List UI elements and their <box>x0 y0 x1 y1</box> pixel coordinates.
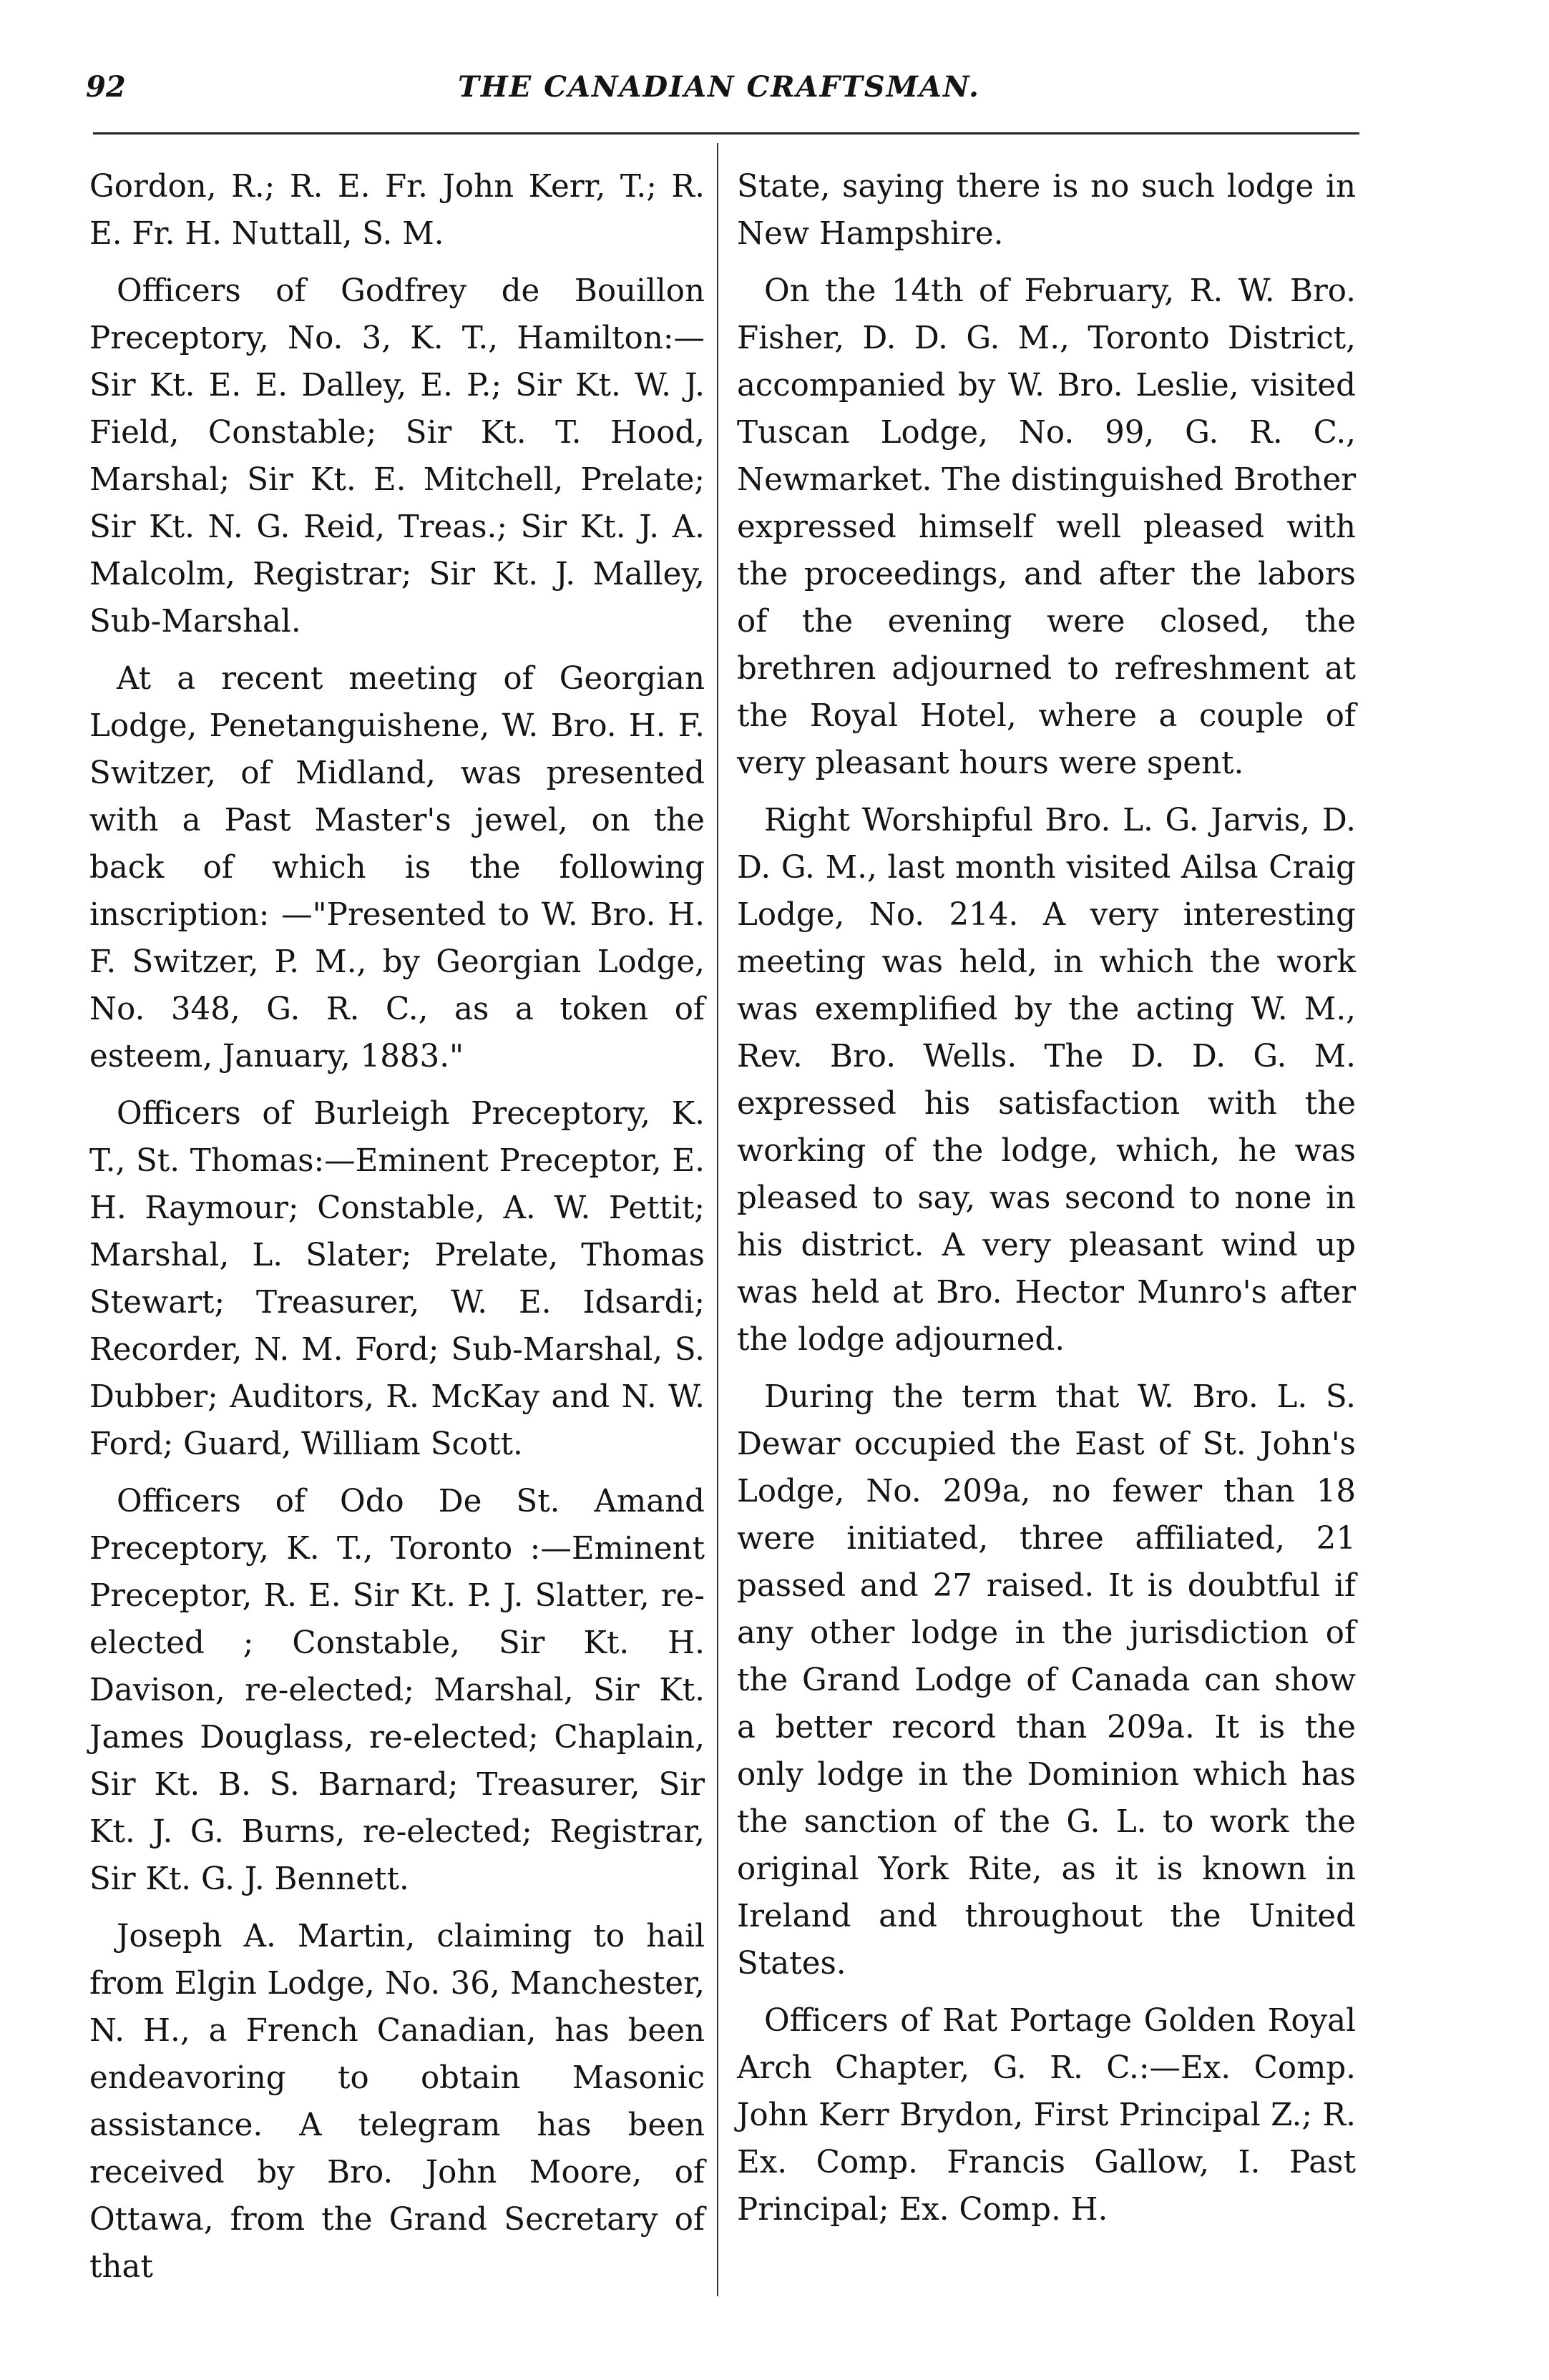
paragraph-right-3: Right Worshipful Bro. L. G. Jarvis, D. D. G. M., last month visited Ailsa Craig Lodge, No. 214. A very interesting meeting was held, in which the work was exemplified by the acting W. M., Rev. Bro. Wells. The D. D. G. M. expressed his satisfaction with the working of the lodge, which, he was pleased to say, was second to none in his district. A very pleasant wind up was held at Bro. Hector Munro's after the lodge adjourned. <box>737 803 1356 1358</box>
right-column <box>737 163 1356 2243</box>
paragraph-right-4: During the term that W. Bro. L. S. Dewar occupied the East of St. John's Lodge, No. 209a, no fewer than 18 were initiated, three affiliated, 21 passed and 27 raised. It is doubtful if any other lodge in the jurisdiction of the Grand Lodge of Canada can show a better record than 209a. It is the only lodge in the Dominion which has the sanction of the G. L. to work the original York Rite, as it is known in Ireland and throughout the United States. <box>737 1379 1356 1982</box>
left-column <box>89 163 705 2301</box>
running-title: THE CANADIAN CRAFTSMAN. <box>458 70 980 104</box>
paragraph-right-1: State, saying there is no such lodge in New Hampshire. <box>737 169 1356 252</box>
paragraph-left-2: Officers of Godfrey de Bouillon Preceptory, No. 3, K. T., Hamilton:—Sir Kt. E. E. Dalley, E. P.; Sir Kt. W. J. Field, Constable; Sir Kt. T. Hood, Marshal; Sir Kt. E. Mitchell, Prelate; Sir Kt. N. G. Reid, Treas.; Sir Kt. J. A. Malcolm, Registrar; Sir Kt. J. Malley, Sub-Marshal. <box>89 273 705 640</box>
header-rule <box>93 132 1359 134</box>
page-header <box>86 70 1352 120</box>
page-number: 92 <box>86 70 126 104</box>
paragraph-right-2: On the 14th of February, R. W. Bro. Fisher, D. D. G. M., Toronto District, accompanied by W. Bro. Leslie, visited Tuscan Lodge, No. 99, G. R. C., Newmarket. The distinguished Brother expressed himself well pleased with the proceedings, and after the labors of the evening were closed, the brethren adjourned to refreshment at the Royal Hotel, where a couple of very pleasant hours were spent. <box>737 273 1356 781</box>
paragraph-left-5: Officers of Odo De St. Amand Preceptory, K. T., Toronto :—Eminent Preceptor, R. E. Sir Kt. P. J. Slatter, re-elected ; Constable, Sir Kt. H. Davison, re-elected; Marshal, Sir Kt. James Douglass, re-elected; Chaplain, Sir Kt. B. S. Barnard; Treasurer, Sir Kt. J. G. Burns, re-elected; Registrar, Sir Kt. G. J. Bennett. <box>89 1484 705 1897</box>
column-divider <box>717 143 718 2296</box>
paragraph-left-6: Joseph A. Martin, claiming to hail from Elgin Lodge, No. 36, Manchester, N. H., a French Canadian, has been endeavoring to obtain Masonic assistance. A telegram has been received by Bro. John Moore, of Ottawa, from the Grand Secretary of that <box>89 1919 705 2285</box>
paragraph-left-4: Officers of Burleigh Preceptory, K. T., St. Thomas:—Eminent Preceptor, E. H. Raymour; Constable, A. W. Pettit; Marshal, L. Slater; Prelate, Thomas Stewart; Treasurer, W. E. Idsardi; Recorder, N. M. Ford; Sub-Marshal, S. Dubber; Auditors, R. McKay and N. W. Ford; Guard, William Scott. <box>89 1096 705 1462</box>
paragraph-left-1: Gordon, R.; R. E. Fr. John Kerr, T.; R. E. Fr. H. Nuttall, S. M. <box>89 169 705 252</box>
paragraph-right-5: Officers of Rat Portage Golden Royal Arch Chapter, G. R. C.:—Ex. Comp. John Kerr Brydon, First Principal Z.; R. Ex. Comp. Francis Gallow, I. Past Principal; Ex. Comp. H. <box>737 2003 1356 2228</box>
paragraph-left-3: At a recent meeting of Georgian Lodge, Penetanguishene, W. Bro. H. F. Switzer, of Midland, was presented with a Past Master's jewel, on the back of which is the following inscription: —"Presented to W. Bro. H. F. Switzer, P. M., by Georgian Lodge, No. 348, G. R. C., as a token of esteem, January, 1883." <box>89 661 705 1074</box>
